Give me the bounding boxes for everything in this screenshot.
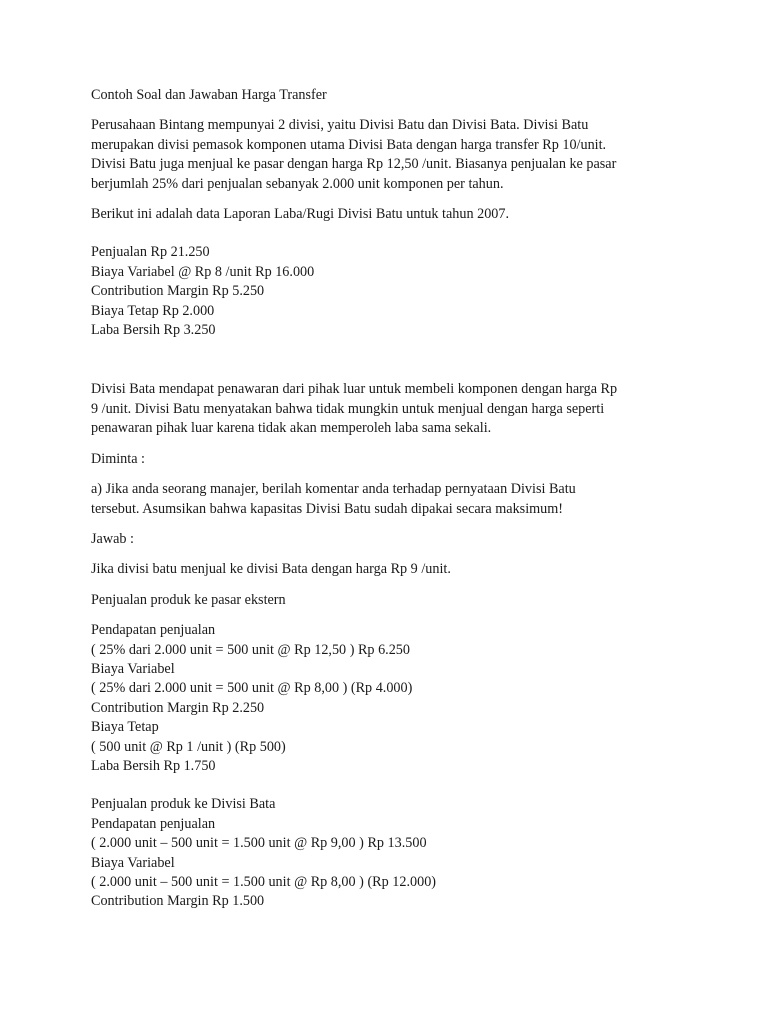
calc-line: Biaya Tetap — [91, 719, 159, 736]
calc-line: Contribution Margin Rp 1.500 — [91, 893, 265, 910]
report-intro: Berikut ini adalah data Laporan Laba/Rugi Divisi Batu untuk tahun 2007. — [91, 206, 510, 223]
external-calculation — [91, 621, 676, 776]
calc-line: ( 25% dari 2.000 unit = 500 unit @ Rp 12,50 ) Rp 6.250 — [91, 641, 410, 658]
intro-paragraph — [91, 116, 676, 194]
intro-line: merupakan divisi pemasok komponen utama Divisi Bata dengan harga transfer Rp 10/unit. — [91, 136, 607, 153]
calc-line: ( 2.000 unit – 500 unit = 1.500 unit @ Rp 9,00 ) Rp 13.500 — [91, 835, 427, 852]
diminta-label: Diminta : — [91, 450, 145, 467]
intro-line: berjumlah 25% dari penjualan sebanyak 2.000 unit komponen per tahun. — [91, 175, 504, 192]
offer-line: penawaran pihak luar karena tidak akan memperoleh laba sama sekali. — [91, 420, 492, 437]
calc-line: Biaya Variabel — [91, 660, 175, 677]
calc-line: ( 500 unit @ Rp 1 /unit ) (Rp 500) — [91, 738, 286, 755]
external-heading: Penjualan produk ke pasar ekstern — [91, 591, 286, 608]
question-line: a) Jika anda seorang manajer, berilah komentar anda terhadap pernyataan Divisi Batu — [91, 481, 576, 498]
offer-paragraph — [91, 380, 676, 438]
calc-line: Contribution Margin Rp 2.250 — [91, 699, 265, 716]
intro-line: Divisi Batu juga menjual ke pasar dengan harga Rp 12,50 /unit. Biasanya penjualan ke pasar — [91, 156, 617, 173]
calc-line: Biaya Variabel — [91, 854, 175, 871]
calc-line: ( 2.000 unit – 500 unit = 1.500 unit @ Rp 8,00 ) (Rp 12.000) — [91, 874, 437, 890]
bata-calculation — [91, 795, 676, 911]
jawab-label: Jawab : — [91, 530, 134, 547]
income-statement — [91, 243, 676, 340]
calc-line: ( 25% dari 2.000 unit = 500 unit @ Rp 8,00 ) (Rp 4.000) — [91, 680, 413, 697]
statement-line: Biaya Tetap Rp 2.000 — [91, 302, 215, 319]
answer-intro: Jika divisi batu menjual ke divisi Bata dengan harga Rp 9 /unit. — [91, 561, 451, 578]
question-paragraph — [91, 480, 676, 519]
calc-line: Pendapatan penjualan — [91, 622, 216, 639]
statement-line: Penjualan Rp 21.250 — [91, 244, 210, 261]
question-line: tersebut. Asumsikan bahwa kapasitas Divisi Batu sudah dipakai secara maksimum! — [91, 500, 564, 517]
document-title: Contoh Soal dan Jawaban Harga Transfer — [91, 87, 327, 103]
offer-line: 9 /unit. Divisi Batu menyatakan bahwa tidak mungkin untuk menjual dengan harga seperti — [91, 400, 605, 417]
calc-line: Laba Bersih Rp 1.750 — [91, 757, 216, 774]
intro-line: Perusahaan Bintang mempunyai 2 divisi, yaitu Divisi Batu dan Divisi Bata. Divisi Batu — [91, 117, 589, 134]
calc-line: Penjualan produk ke Divisi Bata — [91, 796, 276, 813]
offer-line: Divisi Bata mendapat penawaran dari pihak luar untuk membeli komponen dengan harga Rp — [91, 381, 618, 398]
statement-line: Biaya Variabel @ Rp 8 /unit Rp 16.000 — [91, 263, 315, 280]
document-body — [91, 86, 676, 912]
statement-line: Contribution Margin Rp 5.250 — [91, 283, 265, 300]
calc-line: Pendapatan penjualan — [91, 815, 216, 832]
statement-line: Laba Bersih Rp 3.250 — [91, 322, 216, 339]
